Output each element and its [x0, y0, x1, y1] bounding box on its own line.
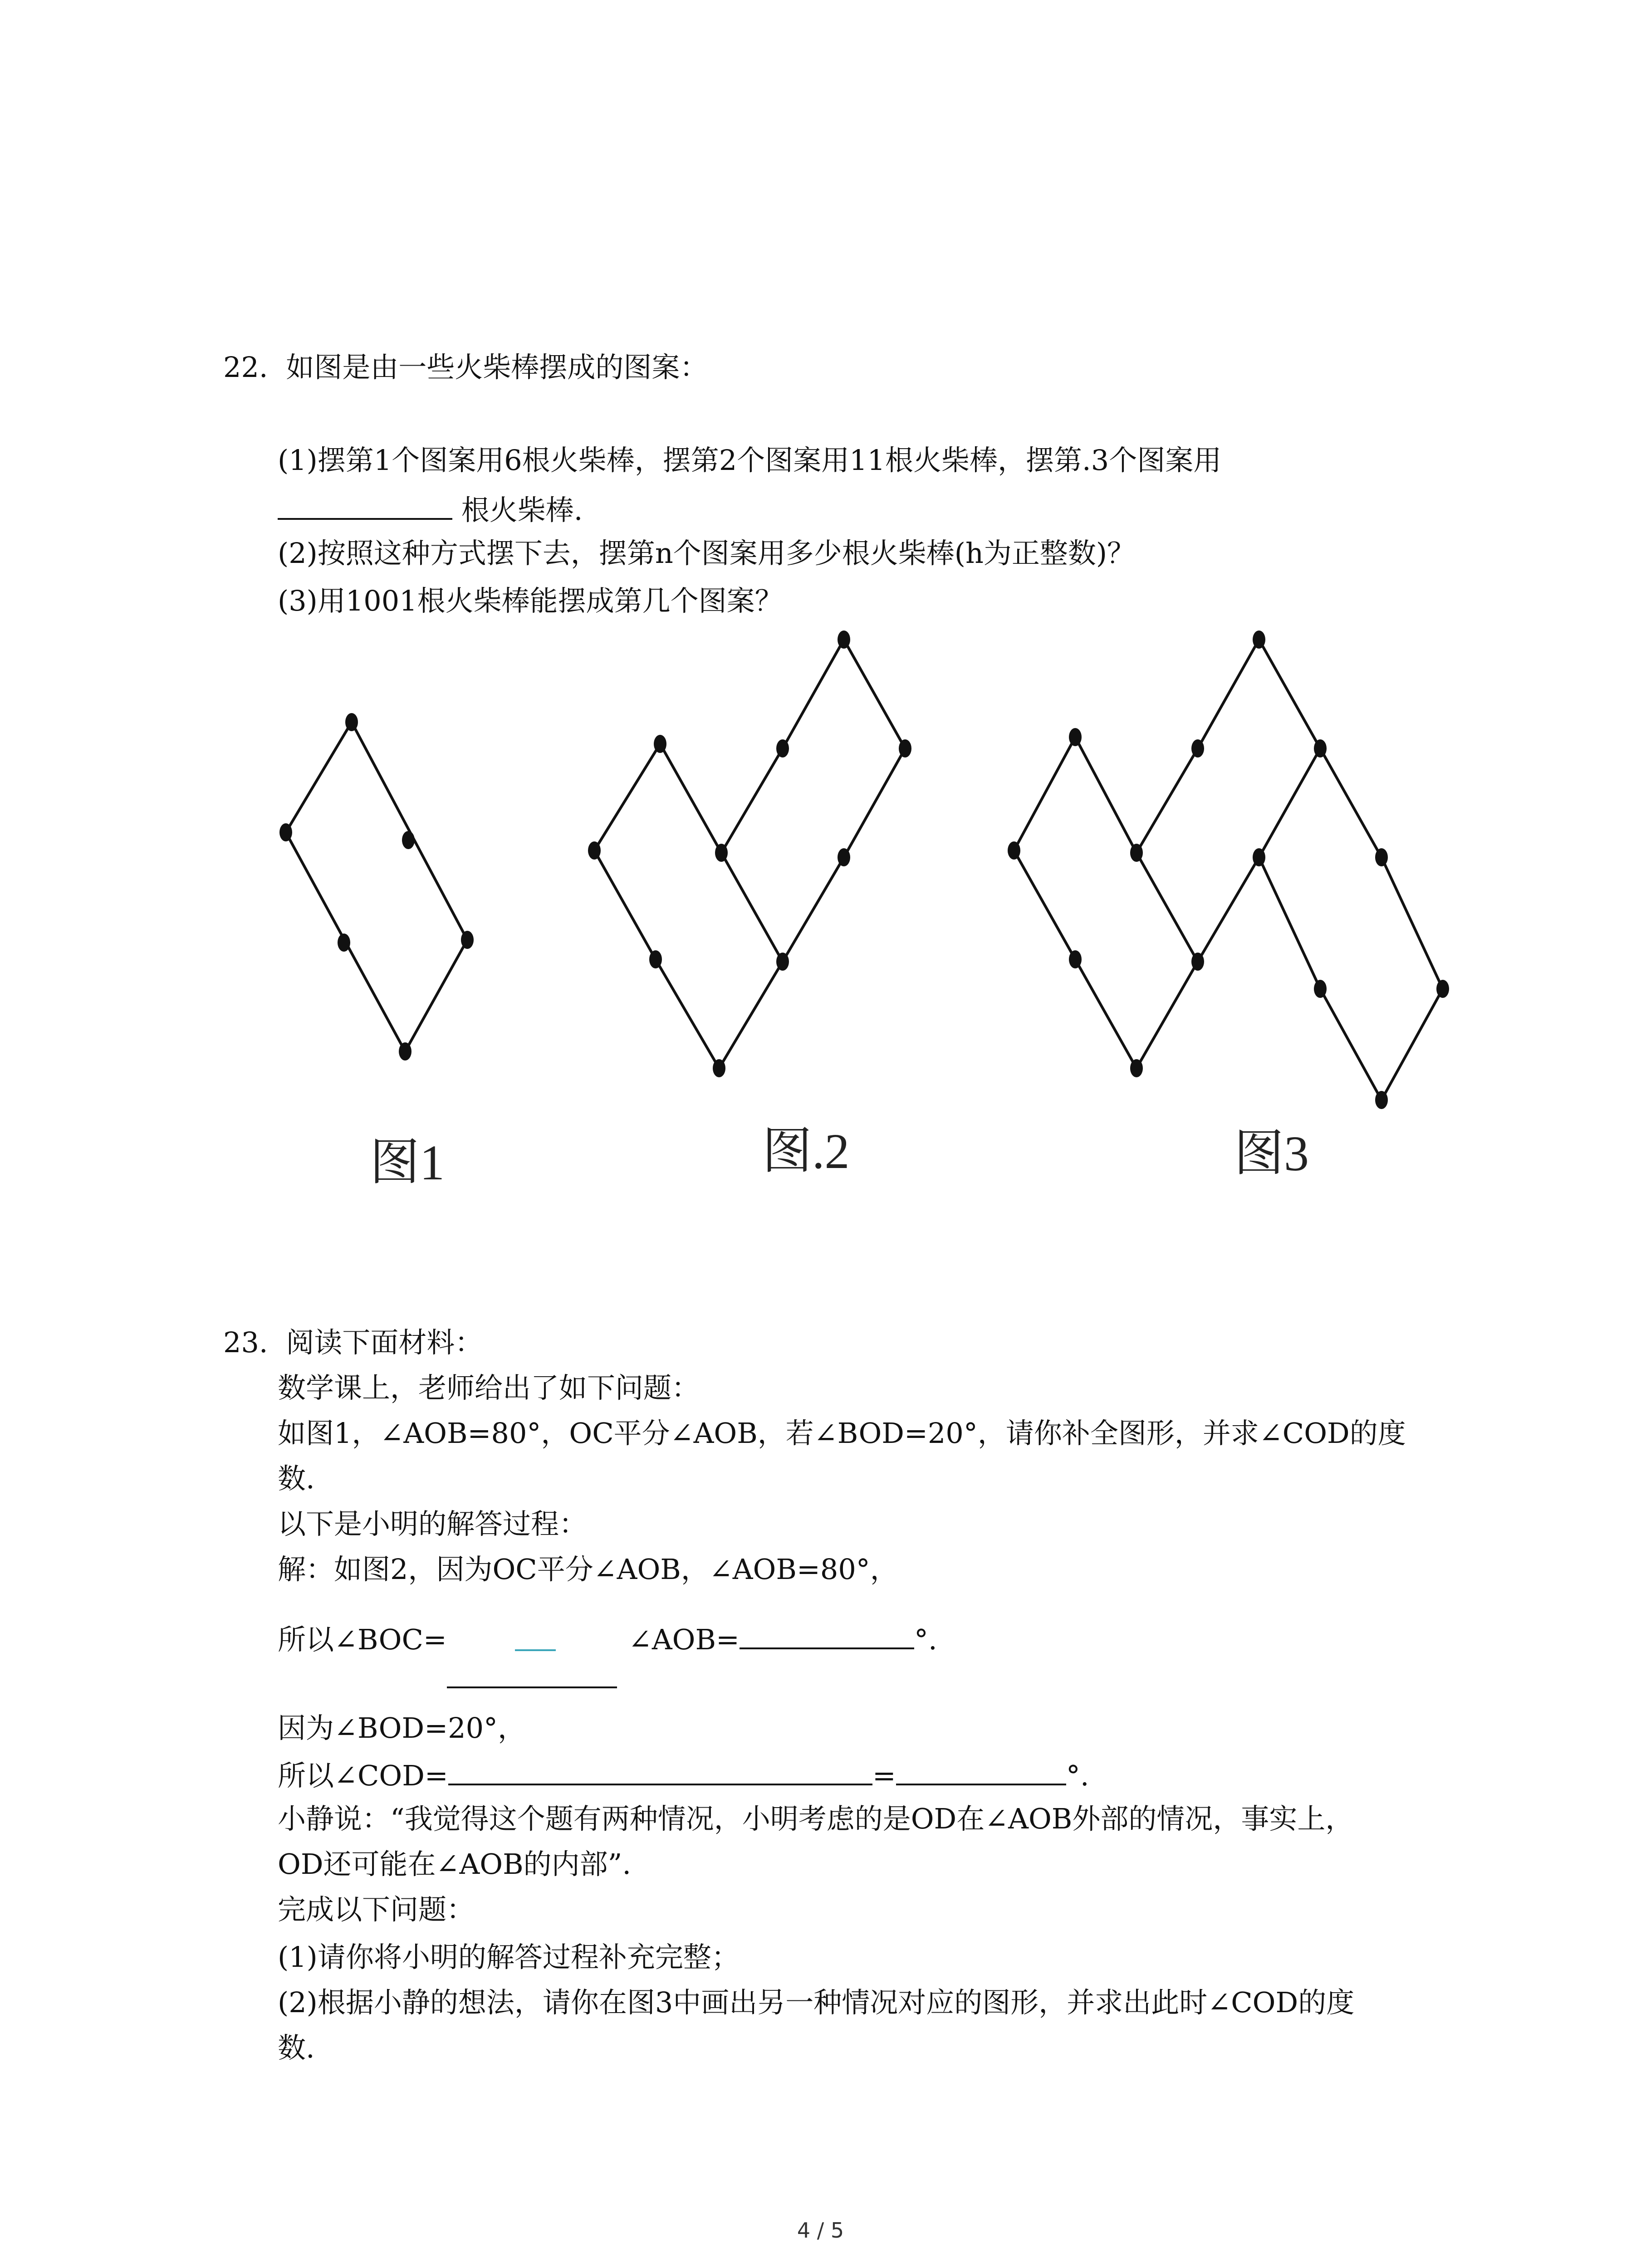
- matchstick-figures: [254, 617, 1479, 1207]
- fig3-joint: [1375, 848, 1388, 866]
- answer-blank-fraction-denominator[interactable]: [447, 1686, 617, 1688]
- fig3-joint: [1191, 953, 1204, 971]
- fig2-joint: [776, 739, 789, 758]
- fig2-joint: [776, 953, 789, 971]
- fig2-left-rhombus: [594, 744, 783, 1068]
- q23-line12: 完成以下问题：: [278, 1893, 475, 1926]
- fig2-joint: [899, 739, 911, 758]
- answer-blank[interactable]: [278, 490, 452, 520]
- q22-number: 22.: [223, 351, 268, 384]
- fig3-joint: [1314, 980, 1327, 998]
- fig3-label: 图3: [1234, 1126, 1309, 1181]
- q23-line1: 阅读下面材料：: [286, 1326, 483, 1359]
- q23-line7: [278, 1619, 937, 1658]
- fig1-joint: [279, 823, 292, 841]
- fig2-joint: [649, 950, 662, 968]
- fig2-joint: [838, 848, 850, 866]
- q23-line9-a: 所以∠COD=: [278, 1759, 448, 1792]
- fig1-label: 图1: [370, 1135, 445, 1190]
- fig3-middle-rhombus: [1136, 640, 1320, 962]
- q23-line14: (2)根据小静的想法，请你在图3中画出另一种情况对应的图形，并求出此时∠COD的度: [278, 1986, 1355, 2019]
- fig3-joint: [1130, 844, 1143, 862]
- q23-line4: 数.: [278, 1462, 315, 1495]
- fig3-joint: [1253, 848, 1265, 866]
- fig1-frame: [286, 722, 467, 1051]
- answer-blank[interactable]: [896, 1755, 1066, 1785]
- q23-line15: 数.: [278, 2031, 315, 2064]
- fig3-joint: [1375, 1091, 1388, 1109]
- q23-line9-b: =: [872, 1759, 896, 1792]
- answer-blank[interactable]: [448, 1755, 872, 1785]
- q23-line8: 因为∠BOD=20°，: [278, 1711, 526, 1745]
- fig3-joint: [1069, 728, 1082, 746]
- fig1-joint: [345, 713, 358, 731]
- q23-header: [223, 1325, 483, 1361]
- fig3-joint: [1008, 841, 1020, 860]
- q23-line9-c: °.: [1066, 1759, 1089, 1792]
- q23-line3: 如图1，∠AOB=80°，OC平分∠AOB，若∠BOD=20°，请你补全图形，并求∠COD的度: [278, 1417, 1406, 1450]
- q23-line2: 数学课上，老师给出了如下问题：: [278, 1371, 700, 1404]
- q22-stem-text: 如图是由一些火柴棒摆成的图案：: [286, 351, 708, 384]
- q22-part3: (3)用1001根火柴棒能摆成第几个图案？: [278, 584, 783, 617]
- q23-line7-a: 所以∠BOC=: [278, 1623, 447, 1656]
- q22-part1-answer: [278, 490, 583, 528]
- q22-part2: (2)按照这种方式摆下去，摆第n个图案用多少根火柴棒(h为正整数)？: [278, 537, 1136, 570]
- fig3-joint: [1130, 1059, 1143, 1077]
- q23-line10: 小静说：“我觉得这个题有两种情况，小明考虑的是OD在∠AOB外部的情况，事实上，: [278, 1802, 1354, 1835]
- fig2-right-rhombus: [721, 640, 905, 962]
- fig3-joint: [1069, 950, 1082, 968]
- q23-line6: 解：如图2，因为OC平分∠AOB，∠AOB=80°，: [278, 1553, 898, 1586]
- q23-line9: [278, 1755, 1089, 1794]
- answer-blank[interactable]: [740, 1619, 914, 1649]
- fig1-joint: [338, 934, 350, 952]
- fig2-joint: [588, 841, 601, 860]
- fig2-joint: [715, 844, 728, 862]
- fig3-joint: [1253, 631, 1265, 649]
- fig2-joint: [838, 631, 850, 649]
- page-number: 4 / 5: [797, 2218, 844, 2243]
- fig2-joint: [654, 735, 666, 753]
- fig1-joint: [461, 931, 474, 949]
- q22-stem: [223, 349, 708, 386]
- fraction-dash: [515, 1633, 556, 1651]
- fig3-right-rhombus: [1259, 748, 1443, 1100]
- q23-line7-c: °.: [914, 1623, 937, 1656]
- fig1-joint: [399, 1042, 411, 1061]
- q22-part1: (1)摆第1个图案用6根火柴棒，摆第2个图案用11根火柴棒，摆第.3个图案用: [278, 444, 1222, 477]
- matchstick-figures-svg: [254, 617, 1479, 1207]
- fig2-label: 图.2: [762, 1124, 850, 1179]
- q23-line11: OD还可能在∠AOB的内部”.: [278, 1848, 632, 1881]
- fig3-joint: [1314, 739, 1327, 758]
- fig3-joint: [1436, 980, 1449, 998]
- q23-number: 23.: [223, 1326, 268, 1359]
- q23-line7-b: ∠AOB=: [628, 1623, 740, 1656]
- q22-part1-tail: 根火柴棒.: [461, 494, 583, 527]
- q23-line5: 以下是小明的解答过程：: [278, 1507, 588, 1540]
- fig2-joint: [713, 1059, 725, 1077]
- fig3-joint: [1191, 739, 1204, 758]
- q23-line13: (1)请你将小明的解答过程补充完整；: [278, 1941, 740, 1974]
- fig1-joint: [402, 831, 415, 849]
- fig3-left-rhombus: [1014, 737, 1198, 1068]
